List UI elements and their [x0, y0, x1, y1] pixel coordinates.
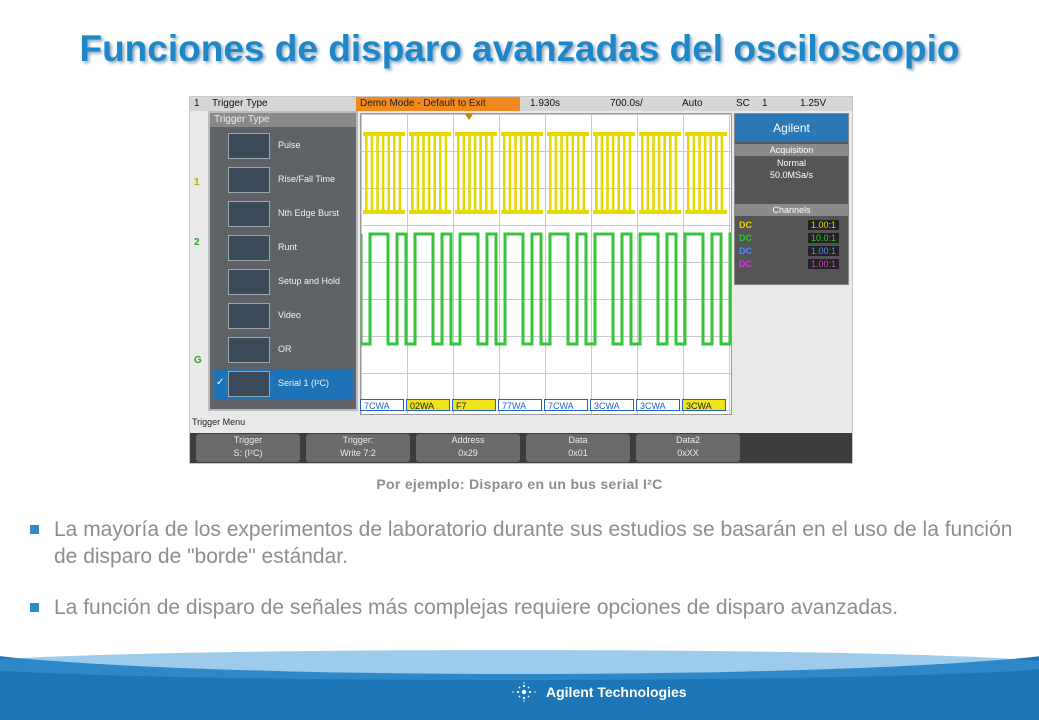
softkey-value: 0x01 — [568, 448, 588, 458]
trigger-type-label: Runt — [278, 242, 298, 252]
clock-pulse — [439, 136, 442, 210]
clock-pulse — [709, 136, 712, 210]
clock-pulse — [675, 136, 678, 210]
clock-pulse — [555, 136, 558, 210]
clock-pulse — [387, 136, 390, 210]
trigger-channel: 1 — [762, 98, 768, 109]
waveform-grid — [360, 113, 732, 415]
clock-burst-top — [363, 132, 405, 136]
clock-pulse — [417, 136, 420, 210]
clock-pulse — [647, 136, 650, 210]
trigger-waveform-icon — [228, 371, 270, 397]
channel-probe-ratio: 1.00:1 — [808, 246, 839, 256]
clock-pulse — [704, 136, 707, 210]
softkey-bar — [190, 433, 852, 463]
trigger-position-icon — [465, 114, 473, 120]
trigger-type-option[interactable] — [214, 199, 354, 229]
decode-packet: 02WA — [406, 399, 450, 411]
clock-pulse — [411, 136, 414, 210]
clock-burst-bottom — [547, 210, 589, 214]
trigger-type-option[interactable] — [214, 335, 354, 365]
softkey-title: Data2 — [675, 435, 701, 445]
trigger-type-option[interactable] — [214, 369, 354, 399]
bullet-square-icon — [30, 525, 39, 534]
trigger-level: 1.25V — [800, 98, 827, 109]
clock-pulse — [376, 136, 379, 210]
clock-pulse — [463, 136, 466, 210]
clock-burst-top — [501, 132, 543, 136]
clock-pulse — [537, 136, 540, 210]
softkey-button[interactable] — [196, 434, 300, 462]
softkey-title: Data — [568, 435, 588, 445]
trigger-waveform-icon — [228, 303, 270, 329]
ch2-ground-marker: G — [194, 355, 202, 366]
clock-burst-top — [593, 132, 635, 136]
ch1-marker: 1 — [194, 177, 200, 188]
waveform-plot — [361, 114, 731, 414]
channel-setting — [739, 233, 839, 243]
trigger-type-menu[interactable] — [208, 111, 358, 411]
softkey-button[interactable] — [526, 434, 630, 462]
decode-packet: 3CWA — [590, 399, 634, 411]
clock-burst-bottom — [639, 210, 681, 214]
trigger-type-label: Rise/Fall Time — [278, 174, 336, 184]
clock-pulse — [365, 136, 368, 210]
clock-burst-bottom — [501, 210, 543, 214]
clock-pulse — [606, 136, 609, 210]
trigger-type-menu-header: Trigger Type — [210, 113, 356, 127]
clock-pulse — [445, 136, 448, 210]
channel-probe-ratio: 1.00:1 — [808, 259, 839, 269]
bullet-text: La mayoría de los experimentos de laboratorio durante sus estudios se basarán en el uso de la función de disparo de "borde" estándar. — [54, 518, 1013, 568]
clock-pulse — [503, 136, 506, 210]
oscilloscope-screenshot — [189, 96, 853, 464]
clock-pulse — [595, 136, 598, 210]
clock-burst-top — [685, 132, 727, 136]
softkey-value: S: (I²C) — [233, 448, 263, 458]
trigger-source: SC — [736, 98, 750, 109]
clock-pulse — [623, 136, 626, 210]
trigger-type-label: Video — [278, 310, 301, 320]
clock-pulse — [652, 136, 655, 210]
clock-pulse — [382, 136, 385, 210]
acq-mode-status: Auto — [682, 98, 703, 109]
slide-title: Funciones de disparo avanzadas del osciloscopio — [79, 28, 960, 69]
clock-pulse — [658, 136, 661, 210]
clock-burst-bottom — [685, 210, 727, 214]
softkey-button[interactable] — [636, 434, 740, 462]
softkey-value: Write 7:2 — [340, 448, 376, 458]
trigger-waveform-icon — [228, 235, 270, 261]
clock-pulse — [617, 136, 620, 210]
clock-pulse — [422, 136, 425, 210]
trigger-type-option[interactable] — [214, 301, 354, 331]
trigger-type-option[interactable] — [214, 131, 354, 161]
clock-pulse — [560, 136, 563, 210]
trigger-waveform-icon — [228, 167, 270, 193]
trigger-type-option[interactable] — [214, 165, 354, 195]
clock-pulse — [509, 136, 512, 210]
clock-pulse — [583, 136, 586, 210]
clock-pulse — [485, 136, 488, 210]
decode-packet: 77WA — [498, 399, 542, 411]
agilent-spark-icon — [510, 682, 538, 702]
clock-pulse — [531, 136, 534, 210]
clock-burst-bottom — [455, 210, 497, 214]
trigger-type-label: Nth Edge Burst — [278, 208, 340, 218]
bullet-item — [30, 594, 1020, 621]
decode-packet: 3CWA — [682, 399, 726, 411]
trigger-type-label: Setup and Hold — [278, 276, 341, 286]
clock-pulse — [371, 136, 374, 210]
clock-burst-bottom — [363, 210, 405, 214]
clock-pulse — [577, 136, 580, 210]
figure-caption: Por ejemplo: Disparo en un bus serial I²C — [376, 476, 663, 492]
clock-pulse — [520, 136, 523, 210]
clock-burst-top — [639, 132, 681, 136]
clock-pulse — [698, 136, 701, 210]
bullet-text: La función de disparo de señales más complejas requiere opciones de disparo avanzadas. — [54, 596, 899, 619]
clock-pulse — [687, 136, 690, 210]
clock-burst-bottom — [593, 210, 635, 214]
time-ref: 1.930s — [530, 98, 561, 109]
trigger-type-label: OR — [278, 344, 292, 354]
clock-pulse — [393, 136, 396, 210]
trigger-type-label: Pulse — [278, 140, 301, 150]
clock-pulse — [721, 136, 724, 210]
time-div: 700.0s/ — [610, 98, 643, 109]
decode-packet: 7CWA — [360, 399, 404, 411]
trigger-waveform-icon — [228, 269, 270, 295]
clock-pulse — [428, 136, 431, 210]
clock-pulse — [468, 136, 471, 210]
clock-burst-top — [409, 132, 451, 136]
decode-packet: 3CWA — [636, 399, 680, 411]
trigger-menu-label: Trigger Menu — [192, 417, 246, 427]
bullet-item — [30, 516, 1020, 570]
channels-header: Channels — [735, 204, 848, 216]
softkey-value: 0xXX — [677, 448, 699, 458]
footer-wave-highlight — [0, 650, 1039, 680]
trigger-waveform-icon — [228, 337, 270, 363]
checkmark-icon: ✓ — [216, 377, 225, 388]
clock-pulse — [669, 136, 672, 210]
channel-probe-ratio: 1.00:1 — [808, 220, 839, 230]
agilent-logo — [510, 682, 687, 702]
channel-setting — [739, 220, 839, 230]
clock-pulse — [479, 136, 482, 210]
clock-pulse — [715, 136, 718, 210]
clock-pulse — [571, 136, 574, 210]
trigger-type-label: Serial 1 (I²C) — [278, 378, 330, 388]
channel-coupling: DC — [739, 220, 752, 230]
scope-status-bar — [190, 97, 852, 111]
clock-pulse — [433, 136, 436, 210]
softkey-title: Address — [451, 435, 485, 445]
acquisition-rate: 50.0MSa/s — [769, 170, 814, 180]
trigger-type-option[interactable] — [214, 233, 354, 263]
footer-logo-text: Agilent Technologies — [546, 684, 687, 700]
sda-waveform — [361, 234, 731, 344]
softkey-value: 0x29 — [458, 448, 478, 458]
softkey-title: Trigger — [233, 435, 263, 445]
agilent-brand: Agilent — [735, 114, 848, 142]
decode-packet: F7 — [452, 399, 496, 411]
channel-setting — [739, 246, 839, 256]
channel-coupling: DC — [739, 246, 752, 256]
clock-pulse — [693, 136, 696, 210]
clock-pulse — [514, 136, 517, 210]
menu-title: Trigger Type — [212, 98, 268, 109]
clock-pulse — [629, 136, 632, 210]
softkey-title: Trigger: — [342, 435, 374, 445]
scope-info-panel — [734, 113, 849, 285]
clock-pulse — [525, 136, 528, 210]
acquisition-mode: Normal — [776, 158, 806, 168]
clock-pulse — [612, 136, 615, 210]
channel-coupling: DC — [739, 233, 752, 243]
ch2-marker: 2 — [194, 237, 200, 248]
channel-probe-ratio: 10.0:1 — [808, 233, 839, 243]
clock-burst-top — [455, 132, 497, 136]
clock-burst-bottom — [409, 210, 451, 214]
clock-pulse — [641, 136, 644, 210]
i2c-decode-row — [360, 397, 732, 413]
clock-burst-top — [547, 132, 589, 136]
bullet-square-icon — [30, 603, 39, 612]
channel-setting — [739, 259, 839, 269]
clock-pulse — [457, 136, 460, 210]
trigger-type-option[interactable] — [214, 267, 354, 297]
demo-mode-banner: Demo Mode - Default to Exit — [356, 97, 520, 111]
clock-pulse — [549, 136, 552, 210]
clock-pulse — [399, 136, 402, 210]
clock-pulse — [566, 136, 569, 210]
clock-pulse — [663, 136, 666, 210]
decode-packet: 7CWA — [544, 399, 588, 411]
softkey-button[interactable] — [306, 434, 410, 462]
trigger-tag: 1 — [194, 98, 200, 109]
clock-pulse — [491, 136, 494, 210]
acquisition-header: Acquisition — [735, 144, 848, 156]
clock-pulse — [474, 136, 477, 210]
trigger-waveform-icon — [228, 133, 270, 159]
trigger-waveform-icon — [228, 201, 270, 227]
channel-coupling: DC — [739, 259, 752, 269]
softkey-button[interactable] — [416, 434, 520, 462]
clock-pulse — [601, 136, 604, 210]
